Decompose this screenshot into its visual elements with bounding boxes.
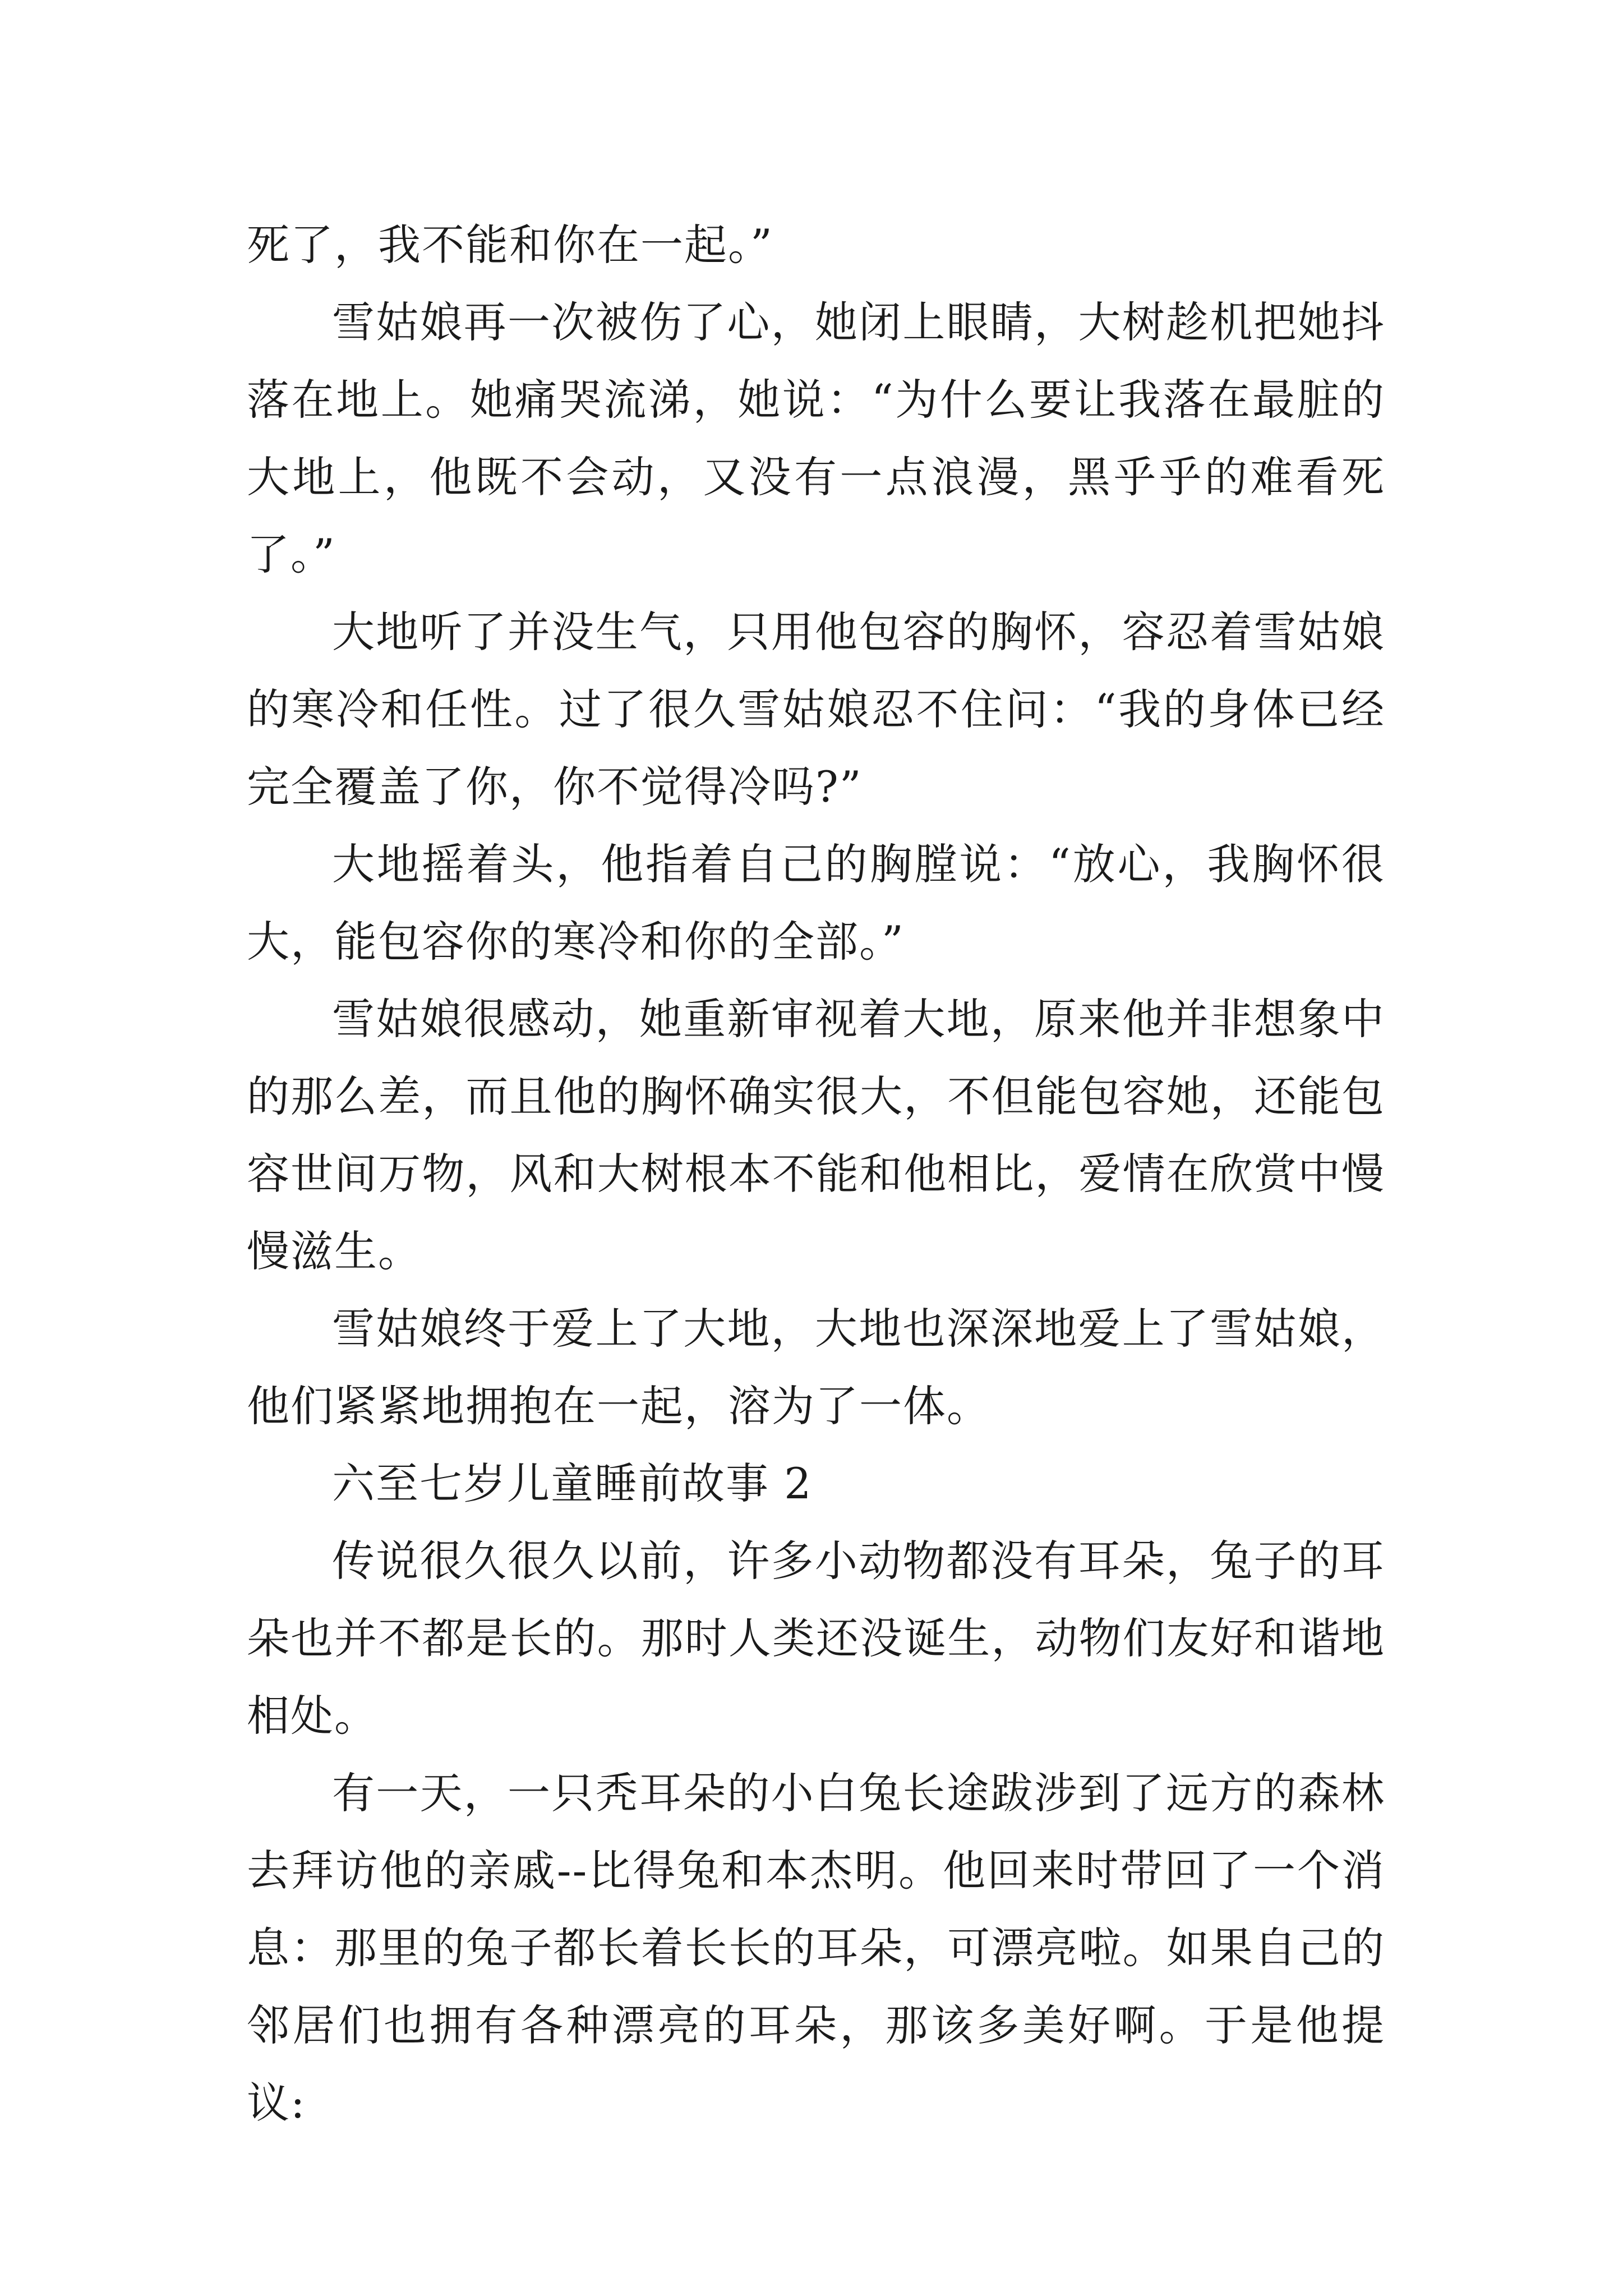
body-text: [247, 206, 1385, 2142]
paragraph-3: 大地听了并没生气，只用他包容的胸怀，容忍着雪姑娘的寒冷和任性。过了很久雪姑娘忍不住问：“我的身体已经完全覆盖了你，你不觉得冷吗?”: [247, 607, 1385, 812]
paragraph-8: 有一天，一只秃耳朵的小白兔长途跋涉到了远方的森林去拜访他的亲戚--比得兔和本杰明。他回来时带回了一个消息：那里的兔子都长着长长的耳朵，可漂亮啦。如果自己的邻居们也拥有各种漂亮的耳朵，那该多美好啊。于是他提议:: [247, 1768, 1385, 2128]
paragraph-4: 大地摇着头，他指着自己的胸膛说：“放心，我胸怀很大，能包容你的寒冷和你的全部。”: [247, 839, 1385, 967]
paragraph-5: 雪姑娘很感动，她重新审视着大地，原来他并非想象中的那么差，而且他的胸怀确实很大，不但能包容她，还能包容世间万物，风和大树根本不能和他相比，爱情在欣赏中慢慢滋生。: [247, 994, 1385, 1276]
paragraph-2: 雪姑娘再一次被伤了心，她闭上眼睛，大树趁机把她抖落在地上。她痛哭流涕，她说：“为什么要让我落在最脏的大地上，他既不会动，又没有一点浪漫，黑乎乎的难看死了。”: [247, 297, 1385, 579]
paragraph-1: 死了，我不能和你在一起。”: [247, 220, 773, 270]
paragraph-6: 雪姑娘终于爱上了大地，大地也深深地爱上了雪姑娘，他们紧紧地拥抱在一起，溶为了一体。: [247, 1304, 1385, 1431]
story-heading: 六至七岁儿童睡前故事 2: [332, 1458, 813, 1508]
paragraph-7: 传说很久很久以前，许多小动物都没有耳朵，兔子的耳朵也并不都是长的。那时人类还没诞生，动物们友好和谐地相处。: [247, 1536, 1385, 1741]
